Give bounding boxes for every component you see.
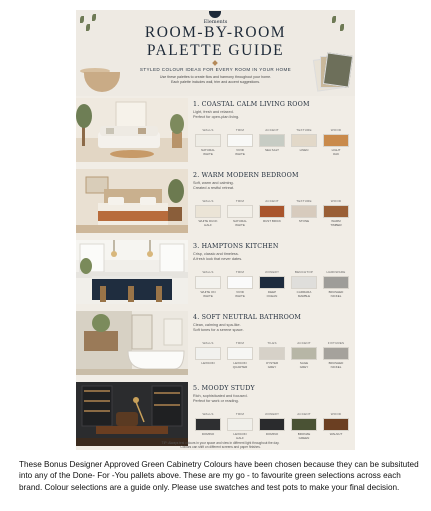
description-line: Rich, sophisticated and focused.: [193, 394, 248, 398]
description-line: Soft, warm and calming.: [193, 181, 234, 185]
section-description: [193, 110, 351, 120]
color-chip: [289, 199, 319, 233]
color-name-line: RUST BRICK: [262, 219, 282, 223]
color-swatch: [195, 205, 221, 218]
color-name-line: LEXICON: [233, 361, 247, 365]
chip-color-name: [193, 220, 223, 228]
decor-bowl: [84, 72, 120, 92]
color-swatch: [259, 134, 285, 147]
description-line: Clean, calming and spa-like.: [193, 323, 241, 327]
color-name-line: VIVID: [236, 290, 244, 294]
section-description: [193, 323, 351, 333]
color-swatch: [323, 134, 349, 147]
palette-info: [193, 98, 351, 162]
color-name-line: WHITE ON: [200, 290, 216, 294]
chip-color-name: [257, 362, 287, 370]
description-line: Perfect for open-plan living.: [193, 115, 240, 119]
color-name-line: BRUSHED: [328, 290, 344, 294]
chip-color-name: [321, 220, 351, 228]
chip-role-label: HARDWARE: [326, 270, 346, 274]
chip-role-label: BENCHTOP: [294, 270, 314, 274]
brand-logo-icon: [209, 11, 221, 18]
palette-info: [193, 311, 351, 375]
color-name-line: LINEN: [299, 148, 309, 152]
room-section: [76, 98, 355, 164]
color-swatch: [291, 418, 317, 431]
page-title-line2: PALETTE GUIDE: [146, 42, 285, 59]
color-swatch: [259, 276, 285, 289]
chip-color-name: [225, 220, 255, 228]
color-name-line: BRONZE: [297, 432, 311, 436]
color-name-line: OYSTER: [265, 361, 279, 365]
chip-role-label: TEXTURE: [296, 128, 312, 132]
brand-name: Elements: [203, 19, 228, 25]
section-title: 3. HAMPTONS KITCHEN: [193, 243, 279, 250]
chip-color-name: [321, 149, 351, 157]
chip-role-label: TEXTURE: [296, 199, 312, 203]
color-swatch: [323, 205, 349, 218]
chip-role-label: ACCENT: [297, 412, 311, 416]
color-chip: [193, 128, 223, 162]
chip-color-name: [257, 433, 287, 437]
chip-color-name: [289, 220, 319, 224]
color-name-line: MARBLE: [297, 293, 311, 298]
color-name-line: GREY: [267, 364, 277, 369]
chip-color-name: [257, 291, 287, 299]
color-name-line: BRUSHED: [328, 361, 344, 365]
color-swatch: [291, 347, 317, 360]
chip-color-name: [289, 433, 319, 441]
section-description: [193, 181, 351, 191]
chip-color-name: [321, 362, 351, 370]
color-name-line: SAGE: [299, 361, 309, 365]
chip-color-name: [289, 291, 319, 299]
room-photo-study: [76, 382, 188, 446]
color-chip: [321, 341, 351, 375]
color-swatch: [195, 418, 221, 431]
chip-color-name: [225, 291, 255, 299]
chip-color-name: [257, 149, 287, 153]
color-name-line: WHITE: [203, 293, 213, 298]
color-swatch: [195, 134, 221, 147]
description-line: Soft tones for a serene space.: [193, 328, 244, 332]
chip-role-label: ACCENT: [297, 341, 311, 345]
swatch-row: [193, 128, 351, 162]
color-name-line: WARM: [331, 219, 341, 223]
color-name-line: WHITE: [235, 293, 245, 298]
swatch-row: [193, 270, 351, 304]
color-name-line: GREEN: [298, 435, 310, 440]
color-chip: [257, 341, 287, 375]
color-name-line: STONE: [298, 219, 310, 223]
color-name-line: NATURAL: [233, 219, 247, 223]
color-chip: [257, 199, 287, 233]
chip-color-name: [225, 433, 255, 441]
color-chip: [289, 341, 319, 375]
chip-color-name: [289, 362, 319, 370]
palette-guide-poster: [76, 10, 355, 450]
chip-color-name: [193, 362, 223, 366]
chip-role-label: WALLS: [202, 128, 214, 132]
chip-color-name: [289, 149, 319, 153]
color-name-line: DOMINO: [201, 432, 215, 436]
color-chip: [321, 128, 351, 162]
color-name-line: LEXICON: [233, 432, 247, 436]
color-chip: [289, 270, 319, 304]
room-section: [76, 382, 355, 448]
color-chip: [289, 128, 319, 162]
chip-role-label: ACCENT: [265, 199, 279, 203]
chip-color-name: [225, 362, 255, 370]
chip-color-name: [257, 220, 287, 224]
chip-role-label: TRIM: [235, 199, 245, 203]
color-chip: [225, 128, 255, 162]
chip-role-label: FIXTURES: [327, 341, 345, 345]
chip-role-label: WALLS: [202, 412, 214, 416]
chip-role-label: WOOD: [330, 128, 342, 132]
intro-line: Use these palettes to create flow and harmony throughout your home.: [159, 75, 272, 79]
color-swatch: [291, 276, 317, 289]
color-name-line: OAK: [332, 151, 340, 156]
color-name-line: GREY: [299, 364, 309, 369]
chip-role-label: TRIM: [235, 341, 245, 345]
chip-role-label: WALLS: [202, 270, 214, 274]
swatch-row: [193, 341, 351, 375]
color-chip: [225, 341, 255, 375]
color-name-line: HALF: [236, 435, 244, 440]
color-chip: [321, 412, 351, 446]
color-swatch: [323, 347, 349, 360]
footnote-line: Colours can shift on different screens and paper finishes.: [180, 445, 261, 449]
section-description: [193, 394, 351, 404]
room-photo-living: [76, 98, 188, 162]
palette-info: [193, 382, 351, 446]
chip-role-label: ACCENT: [265, 128, 279, 132]
chip-role-label: TRIM: [235, 412, 245, 416]
color-swatch: [323, 276, 349, 289]
description-line: Crisp, classic and timeless.: [193, 252, 239, 256]
palette-info: [193, 240, 351, 304]
color-swatch: [195, 276, 221, 289]
color-swatch: [259, 347, 285, 360]
description-line: Created a restful retreat.: [193, 186, 235, 190]
tagline: STYLED COLOUR IDEAS FOR EVERY ROOM IN YOUR HOME: [139, 67, 292, 72]
page-title-line1: ROOM-BY-ROOM: [144, 24, 287, 41]
chip-color-name: [193, 291, 223, 299]
color-name-line: DEEP: [267, 290, 277, 294]
section-title: 5. MOODY STUDY: [193, 385, 255, 392]
color-name-line: DOMINO: [265, 432, 279, 436]
color-swatch: [227, 418, 253, 431]
room-photo-kitchen: [76, 240, 188, 304]
color-name-line: OCEAN: [266, 293, 278, 298]
chip-color-name: [193, 433, 223, 437]
color-name-line: TIMBER: [330, 222, 342, 227]
color-name-line: NATURAL: [201, 148, 215, 152]
chip-color-name: [321, 433, 351, 437]
swatch-row: [193, 199, 351, 233]
chip-role-label: TILES: [267, 341, 277, 345]
color-name-line: WHITE DUCK: [198, 219, 218, 223]
color-name-line: WHITE: [235, 222, 245, 227]
caption-text: These Bonus Designer Approved Green Cabinetry Colours have been chosen because they can be subsituted into any of the Done- For -You pallets above. These are my go - to favourite green selections across each brand. Colour selections are a guide only. Please use swatches and test pots to make your final decision.: [19, 460, 419, 492]
chip-role-label: TRIM: [235, 270, 245, 274]
swatch-fan-decor: [315, 54, 349, 94]
color-chip: [257, 270, 287, 304]
color-swatch: [323, 418, 349, 431]
color-name-line: VIVID: [236, 148, 244, 152]
room-photo-bedroom: [76, 169, 188, 233]
description-line: Light, fresh and relaxed.: [193, 110, 234, 114]
room-section: [76, 240, 355, 306]
color-name-line: WHITE: [235, 151, 245, 156]
room-section: [76, 311, 355, 377]
color-name-line: SEA SALT: [265, 148, 279, 152]
color-swatch: [291, 134, 317, 147]
section-description: [193, 252, 351, 262]
palette-info: [193, 169, 351, 233]
color-chip: [225, 270, 255, 304]
chip-color-name: [193, 149, 223, 157]
color-swatch: [227, 134, 253, 147]
room-photo-bathroom: [76, 311, 188, 375]
color-chip: [193, 270, 223, 304]
section-title: 1. COASTAL CALM LIVING ROOM: [193, 101, 310, 108]
color-swatch: [227, 205, 253, 218]
color-swatch: [259, 418, 285, 431]
section-title: 4. SOFT NEUTRAL BATHROOM: [193, 314, 301, 321]
color-chip: [193, 341, 223, 375]
chip-color-name: [225, 149, 255, 157]
chip-role-label: WOOD: [330, 199, 342, 203]
color-name-line: NICKEL: [330, 364, 342, 369]
color-chip: [225, 199, 255, 233]
color-name-line: LIGHT: [331, 148, 341, 152]
chip-role-label: WOOD: [330, 412, 342, 416]
color-chip: [321, 270, 351, 304]
color-swatch: [195, 347, 221, 360]
footnote: [126, 441, 315, 449]
footnote-line: TIP: Always test colours in your space and view in different light throughout the day.: [161, 441, 280, 445]
diamond-divider-icon: [212, 60, 218, 66]
color-chip: [321, 199, 351, 233]
poster-header: [76, 10, 355, 96]
color-swatch: [291, 205, 317, 218]
color-name-line: WHITE: [203, 151, 213, 156]
description-line: A fresh look that never dates.: [193, 257, 243, 261]
color-swatch: [227, 276, 253, 289]
color-chip: [193, 199, 223, 233]
chip-role-label: WALLS: [202, 341, 214, 345]
chip-color-name: [321, 291, 351, 299]
color-swatch: [259, 205, 285, 218]
section-title: 2. WARM MODERN BEDROOM: [193, 172, 299, 179]
color-swatch: [227, 347, 253, 360]
color-name-line: QUARTER: [232, 364, 248, 369]
chip-role-label: WALLS: [202, 199, 214, 203]
color-name-line: HALF: [204, 222, 212, 227]
color-name-line: NICKEL: [330, 293, 342, 298]
color-name-line: LEXICON: [201, 361, 215, 365]
color-name-line: CARRARA: [296, 290, 312, 294]
chip-role-label: JOINERY: [264, 412, 280, 416]
color-name-line: WALNUT: [329, 432, 343, 436]
chip-role-label: JOINERY: [264, 270, 280, 274]
intro-line: Each palette includes wall, trim and accent suggestions.: [170, 80, 261, 85]
intro-text: [136, 75, 295, 85]
room-section: [76, 169, 355, 235]
chip-role-label: TRIM: [235, 128, 245, 132]
color-chip: [257, 128, 287, 162]
description-line: Perfect for work or reading.: [193, 399, 239, 403]
